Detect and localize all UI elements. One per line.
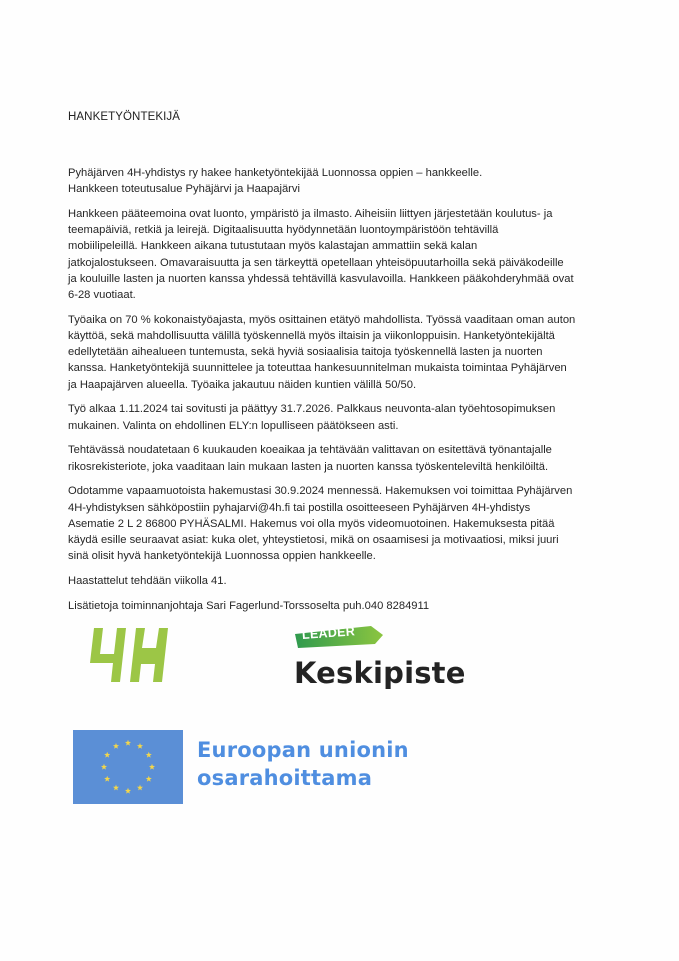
text-line: edellytetään aihealueen tuntemusta, sekä hyviä sosiaalisia taitoja työskennellä lasten ja nuorten bbox=[68, 346, 543, 359]
document-title: HANKETYÖNTEKIJÄ bbox=[68, 111, 181, 123]
leader-badge-text: LEADER bbox=[301, 624, 356, 642]
paragraph-interviews bbox=[68, 573, 628, 589]
text-line: Hankkeen toteutusalue Pyhäjärvi ja Haapajärvi bbox=[68, 183, 300, 196]
text-line: käydä esille seuraavat asiat: kuka olet, yhteystietosi, mikä on osaamisesi ja motivaatiosi, miksi juuri bbox=[68, 534, 559, 547]
eu-text-line-2: osarahoittama bbox=[197, 766, 373, 790]
text-line: 6-28 vuotiaat. bbox=[68, 289, 136, 302]
paragraph-start-date bbox=[68, 401, 628, 433]
text-line: Haastattelut tehdään viikolla 41. bbox=[68, 575, 227, 588]
text-line: ja Haapajärven alueella. Työaika jakautuu näiden kuntien välillä 50/50. bbox=[68, 378, 417, 391]
text-line: Lisätietoja toiminnanjohtaja Sari Fagerlund-Torssoselta puh.040 8284911 bbox=[68, 599, 430, 612]
leader-keskipiste-logo bbox=[292, 622, 466, 694]
paragraph-working-time bbox=[68, 312, 628, 393]
text-line: Asematie 2 L 2 86800 PYHÄSALMI. Hakemus voi olla myös videomuotoinen. Hakemuksesta pitää bbox=[68, 517, 555, 530]
text-line: Työ alkaa 1.11.2024 tai sovitusti ja päättyy 31.7.2026. Palkkaus neuvonta-alan työehtosopimuksen bbox=[68, 403, 556, 416]
eu-text-line-1: Euroopan unionin bbox=[197, 738, 409, 762]
text-line: rikosrekisteriote, joka vaaditaan lain mukaan lasten ja nuorten kanssa työskenteleviltä henkilöiltä. bbox=[68, 460, 549, 473]
text-line: Hankkeen pääteemoina ovat luonto, ympäristö ja ilmasto. Aiheisiin liittyen järjestetään koulutus- ja bbox=[68, 208, 553, 220]
eu-funding-text bbox=[197, 736, 409, 792]
document-body bbox=[68, 165, 628, 623]
text-line: mobiilipeleillä. Hankkeen aikana tutustutaan myös kalastajan ammattiin sekä kalan bbox=[68, 240, 478, 253]
text-line: mukainen. Valinta on ehdollinen ELY:n lopulliseen päätökseen asti. bbox=[68, 419, 399, 432]
text-line: Odotamme vapaamuotoista hakemustasi 30.9.2024 mennessä. Hakemuksen voi toimittaa Pyhäjärven bbox=[68, 485, 573, 498]
paragraph-contact bbox=[68, 598, 628, 614]
keskipiste-name: Keskipiste bbox=[294, 656, 466, 690]
text-line: ja kouluille lasten ja nuorten kanssa yhdessä tehtävillä kasvulavoilla. Hankkeen pääkohderyhmää ovat bbox=[68, 272, 574, 285]
4h-logo bbox=[86, 626, 172, 684]
text-line: Tehtävässä noudatetaan 6 kuukauden koeaikaa ja tehtävään valittavan on esitettävä työnantajalle bbox=[68, 444, 552, 457]
text-line: kanssa. Hanketyöntekijä suunnittelee ja toteuttaa hankesuunnitelman mukaista toimintaa Pyhäjärven bbox=[68, 362, 567, 375]
4h-logo-mark bbox=[90, 628, 168, 682]
eu-flag-icon bbox=[73, 730, 183, 804]
text-line: Työaika on 70 % kokonaistyöajasta, myös osittainen etätyö mahdollista. Työssä vaaditaan oman auton bbox=[68, 313, 576, 326]
paragraph-intro bbox=[68, 165, 628, 197]
text-line: jatkojalostukseen. Omavaraisuutta ja sen tärkeyttä opetellaan yhteisöpuutarhoilla sekä päiväkodeille bbox=[68, 256, 564, 269]
paragraph-trial-period bbox=[68, 442, 628, 474]
text-line: Pyhäjärven 4H-yhdistys ry hakee hanketyöntekijää Luonnossa oppien – hankkeelle. bbox=[68, 167, 483, 179]
paragraph-themes bbox=[68, 206, 628, 303]
text-line: sinä olisit hyvä hanketyöntekijä Luonnossa oppien hankkeelle. bbox=[68, 550, 376, 563]
text-line: 4H-yhdistyksen sähköpostiin pyhajarvi@4h.fi tai postilla osoitteeseen Pyhäjärven 4H-yhdistys bbox=[68, 501, 531, 514]
paragraph-application bbox=[68, 483, 628, 564]
text-line: teemapäiviä, retkiä ja leirejä. Digitaalisuutta hyödynnetään luontoympäristöön tehtävillä bbox=[68, 224, 499, 237]
text-line: käyttöä, sekä mahdollisuutta välillä työskennellä myös iltaisin ja viikonloppuisin. Hanketyöntekijältä bbox=[68, 330, 555, 343]
